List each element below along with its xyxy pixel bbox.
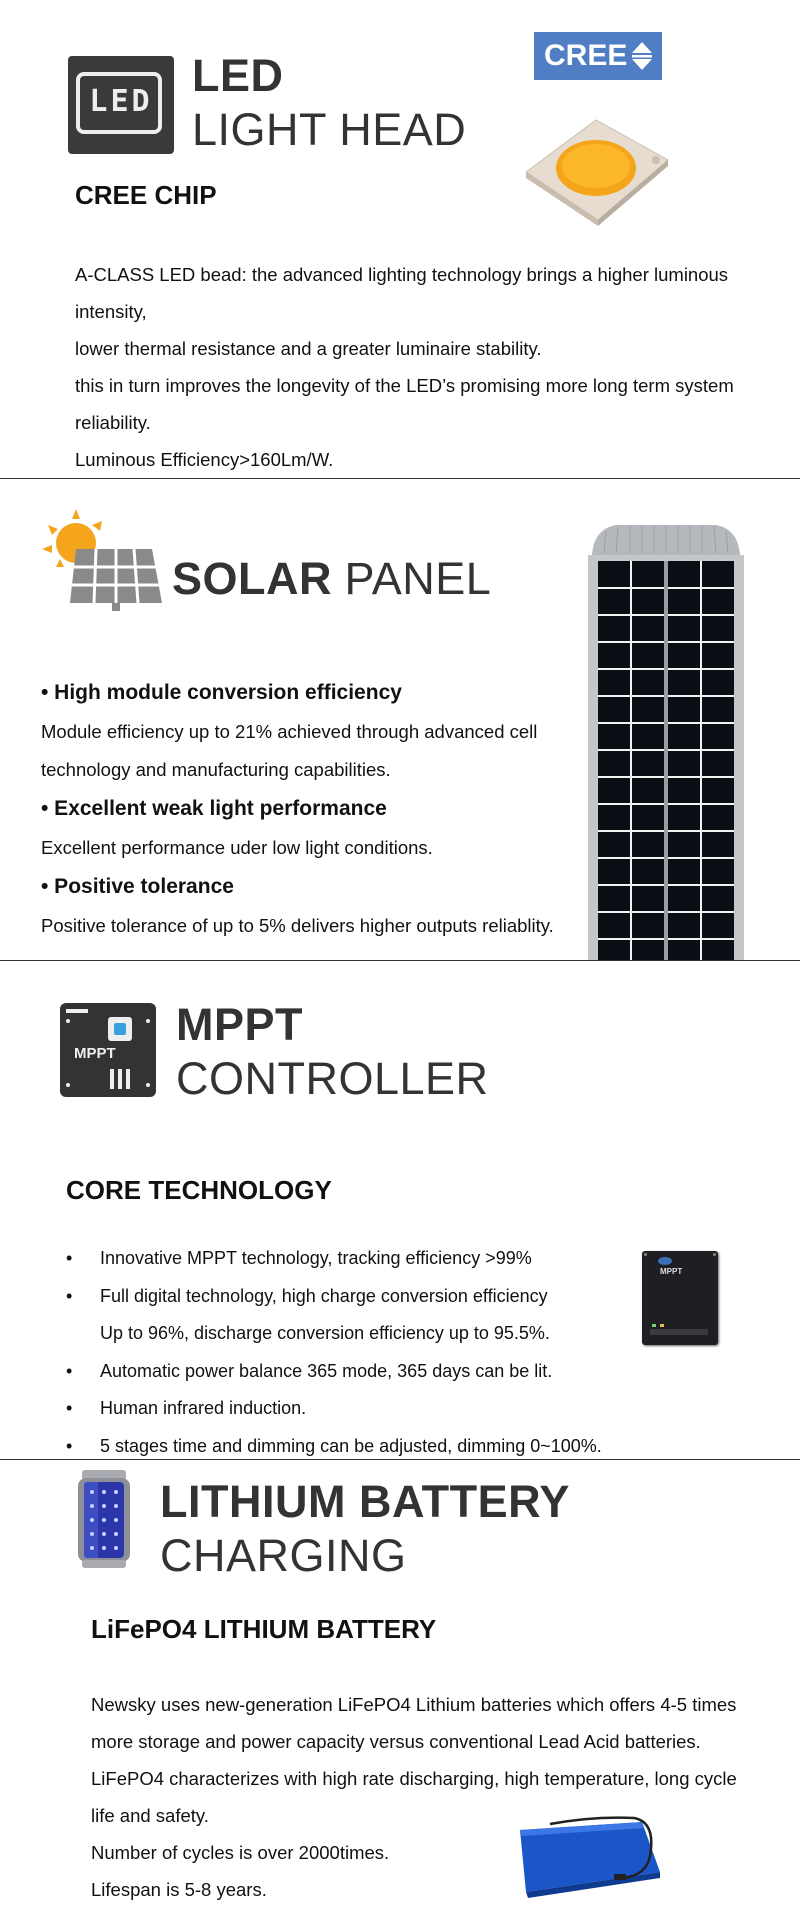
led-light-head-section: [0, 0, 800, 478]
core-technology-list: [66, 1240, 666, 1465]
led-icon: [68, 56, 174, 154]
bullet-glyph: •: [66, 1435, 73, 1456]
list-item: [66, 1315, 666, 1353]
feature-heading: • Positive tolerance: [41, 875, 234, 898]
list-item-text: Full digital technology, high charge conversion efficiency: [100, 1285, 548, 1306]
feature-text: Module efficiency up to 21% achieved through advanced cell: [41, 721, 538, 742]
list-item: [66, 1240, 666, 1278]
feature-text: Positive tolerance of up to 5% delivers higher outputs reliablity.: [41, 915, 554, 936]
feature-conversion-efficiency: [41, 673, 601, 789]
list-item-text: Automatic power balance 365 mode, 365 days can be lit.: [100, 1360, 553, 1381]
led-title: LED: [192, 50, 284, 101]
cree-arrows-icon: [630, 41, 654, 71]
mppt-subtitle: CONTROLLER: [176, 1053, 489, 1104]
battery-desc-line: more storage and power capacity versus conventional Lead Acid batteries.: [91, 1731, 701, 1752]
list-item-text: Innovative MPPT technology, tracking efficiency >99%: [100, 1248, 532, 1268]
feature-text: Excellent performance uder low light conditions.: [41, 837, 433, 858]
sun-solar-panel-icon: [40, 503, 170, 613]
list-item: [66, 1278, 666, 1316]
led-desc-line: Luminous Efficiency>160Lm/W.: [75, 449, 334, 470]
cree-chip-heading: CREE CHIP: [75, 180, 217, 210]
battery-title: LITHIUM BATTERY: [160, 1476, 570, 1527]
battery-desc-line: Newsky uses new-generation LiFePO4 Lithium batteries which offers 4-5 times: [91, 1694, 737, 1715]
battery-subtitle: CHARGING: [160, 1530, 407, 1581]
list-item: [66, 1353, 666, 1391]
mppt-icon-label: MPPT: [74, 1045, 116, 1062]
solar-features: [41, 673, 601, 945]
bullet-glyph: •: [66, 1360, 73, 1381]
led-desc-line: this in turn improves the longevity of the LED’s promising more long term system: [75, 375, 734, 396]
led-desc-line: lower thermal resistance and a greater luminaire stability.: [75, 338, 542, 359]
led-desc-line: reliability.: [75, 412, 151, 433]
solar-panel-section: [0, 479, 800, 960]
list-item-text: Up to 96%, discharge conversion efficiency up to 95.5%.: [100, 1323, 550, 1343]
solar-title-bold: SOLAR: [172, 553, 332, 604]
mppt-device-label: MPPT: [660, 1267, 683, 1276]
lifepo4-heading: LiFePO4 LITHIUM BATTERY: [91, 1614, 437, 1644]
feature-weak-light: [41, 789, 601, 867]
bullet-glyph: •: [66, 1398, 73, 1418]
cree-logo: [534, 32, 662, 80]
mppt-chip-icon: [60, 1003, 156, 1097]
led-icon-label: LED: [89, 84, 153, 119]
feature-heading: • High module conversion efficiency: [41, 681, 402, 704]
core-technology-heading: CORE TECHNOLOGY: [66, 1175, 332, 1205]
battery-icon: [76, 1470, 132, 1570]
mppt-title: MPPT: [176, 999, 304, 1050]
cree-logo-text: CREE: [544, 39, 628, 72]
led-desc-line: intensity,: [75, 301, 147, 322]
led-desc-line: A-CLASS LED bead: the advanced lighting technology brings a higher luminous: [75, 264, 729, 285]
solar-title-light: PANEL: [344, 553, 492, 604]
led-subtitle: LIGHT HEAD: [192, 104, 467, 155]
bullet-glyph: •: [66, 1248, 73, 1268]
list-item-text: 5 stages time and dimming can be adjusted, dimming 0~100%.: [100, 1435, 602, 1456]
battery-desc-line: Number of cycles is over 2000times.: [91, 1842, 390, 1863]
list-item-text: Human infrared induction.: [100, 1398, 307, 1418]
street-light-solar-panel-image: [586, 521, 746, 960]
battery-desc-line: LiFePO4 characterizes with high rate discharging, high temperature, long cycle: [91, 1768, 737, 1789]
battery-desc-line: life and safety.: [91, 1805, 209, 1826]
feature-heading: • Excellent weak light performance: [41, 797, 387, 820]
battery-description: [91, 1686, 771, 1908]
feature-text: technology and manufacturing capabilities.: [41, 759, 391, 780]
feature-positive-tolerance: [41, 867, 601, 945]
list-item: [66, 1390, 666, 1428]
bullet-glyph: •: [66, 1285, 73, 1306]
mppt-controller-section: [0, 961, 800, 1459]
lithium-battery-section: [0, 1460, 800, 1920]
led-description: [75, 256, 775, 478]
solar-panel-title: [172, 553, 491, 605]
battery-desc-line: Lifespan is 5-8 years.: [91, 1879, 267, 1900]
led-chip-image: [516, 112, 676, 232]
